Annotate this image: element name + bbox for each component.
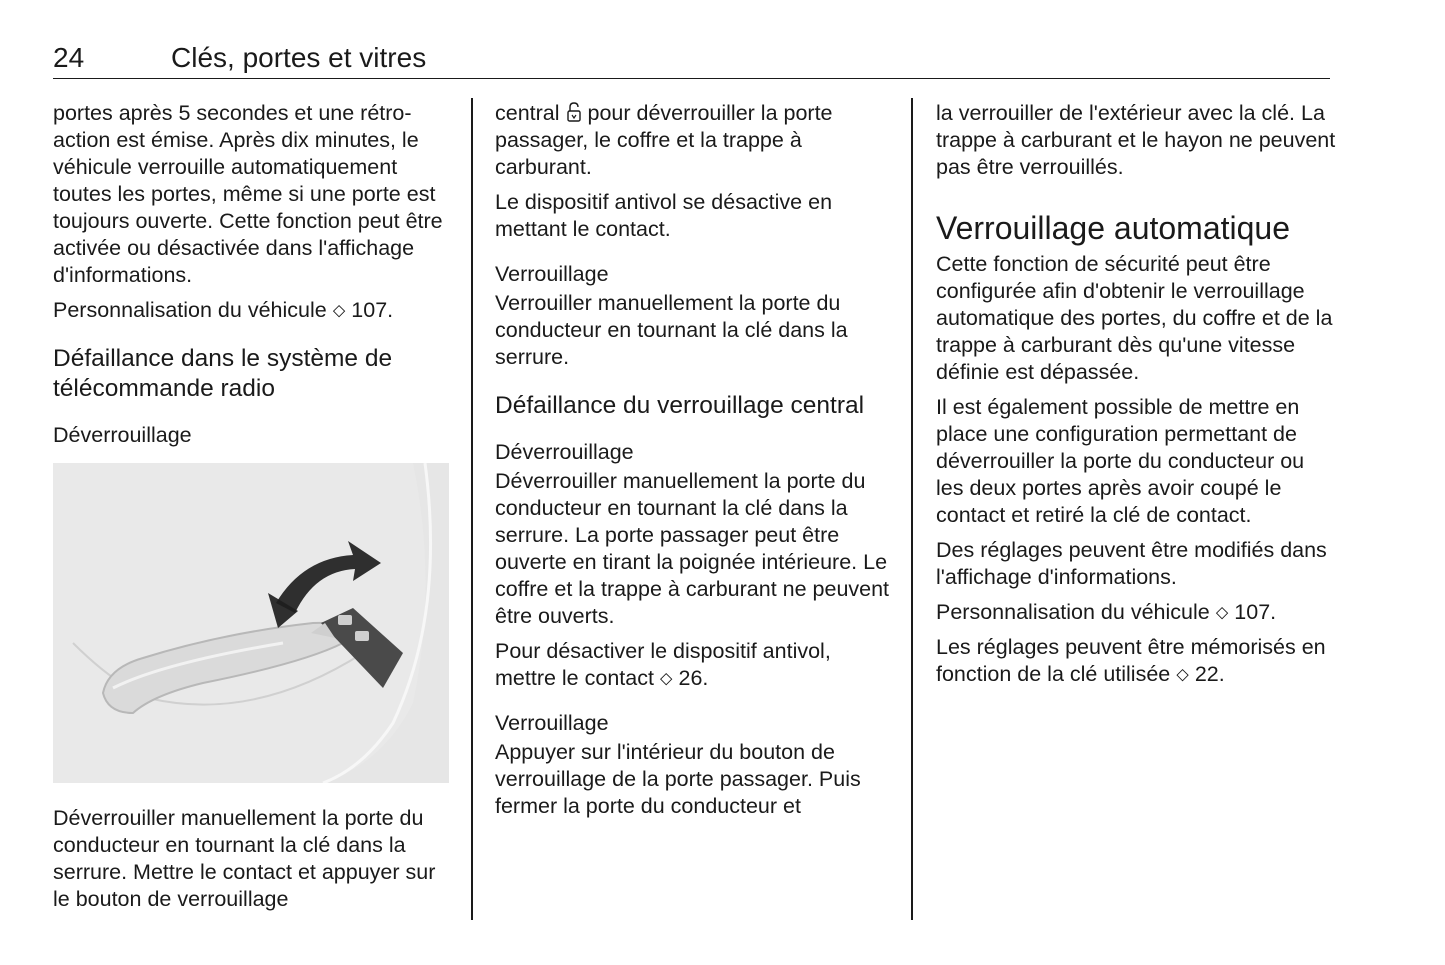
paragraph	[495, 638, 895, 692]
page-reference[interactable]: 107.	[1234, 600, 1277, 624]
unlock-icon	[566, 101, 582, 123]
paragraph-text: Les réglages peuvent être mémorisés en fonction de la clé utilisée	[936, 635, 1326, 686]
page-reference[interactable]: 107.	[351, 298, 394, 322]
page-header	[53, 40, 1330, 79]
reference-arrow-icon: ⬦	[332, 300, 346, 320]
reference-arrow-icon: ⬦	[659, 668, 673, 688]
reference-arrow-icon: ⬦	[1176, 664, 1189, 684]
page-number: 24	[53, 42, 85, 73]
page-reference[interactable]: 26.	[678, 666, 709, 690]
page-reference[interactable]: 22.	[1194, 662, 1225, 686]
subsection-heading: Verrouillage	[495, 262, 609, 286]
section-heading: Défaillance du verrouillage central	[495, 392, 865, 419]
column-divider	[911, 98, 913, 920]
column-3	[936, 100, 1336, 696]
paragraph: portes après 5 secondes et une rétroaction est émise. Après dix minutes, le véhicule verrouille automatiquement toutes les portes, même si une porte est toujours ouverte. Cette fonction peut être activée ou désactivée dans l'affichage d'informations.	[53, 101, 443, 287]
paragraph	[495, 100, 895, 181]
paragraph-text: pour déverrouiller la porte passager, le coffre et la trappe à carburant.	[495, 101, 833, 179]
paragraph: Le dispositif antivol se désactive en mettant le contact.	[495, 190, 833, 241]
reference-arrow-icon: ⬦	[1215, 602, 1229, 622]
paragraph: Cette fonction de sécurité peut être configurée afin d'obtenir le verrouillage automatique des portes, du coffre et de la trappe à carburant dès qu'une vitesse définie est dépassée.	[936, 252, 1333, 384]
paragraph-text: central	[495, 101, 560, 125]
paragraph: Déverrouiller manuellement la porte du conducteur en tournant la clé dans la serrure. Mettre le contact et appuyer sur le bouton de verrouillage	[53, 806, 436, 911]
column-divider	[471, 98, 473, 920]
subsection-heading: Déverrouillage	[495, 440, 634, 464]
subsection-heading: Verrouillage	[495, 711, 609, 735]
paragraph-text: Pour désactiver le dispositif antivol, mettre le contact	[495, 639, 831, 690]
subsection-heading: Déverrouillage	[53, 423, 192, 447]
paragraph	[936, 599, 1336, 626]
page-title: Clés, portes et vitres	[171, 42, 427, 73]
paragraph: Verrouiller manuellement la porte du conducteur en tournant la clé dans la serrure.	[495, 291, 848, 369]
column-1	[53, 100, 453, 921]
section-heading: Défaillance dans le système de télécommande radio	[53, 345, 393, 402]
paragraph-text: Personnalisation du véhicule	[53, 298, 327, 322]
paragraph-text: Personnalisation du véhicule	[936, 600, 1210, 624]
paragraph: Des réglages peuvent être modifiés dans l'affichage d'informations.	[936, 538, 1327, 589]
paragraph	[53, 297, 453, 324]
column-2	[495, 100, 895, 828]
section-title: Verrouillage automatique	[936, 210, 1291, 246]
paragraph: Il est également possible de mettre en place une configuration permettant de déverrouiller la porte du conducteur ou les deux portes après avoir coupé le contact et retiré la clé de contact.	[936, 395, 1305, 527]
paragraph: la verrouiller de l'extérieur avec la clé. La trappe à carburant et le hayon ne peuvent pas être verrouillés.	[936, 101, 1336, 179]
paragraph: Déverrouiller manuellement la porte du conducteur en tournant la clé dans la serrure. La porte passager peut être ouverte en tirant la poignée intérieure. Le coffre et la trappe à carburant ne peuvent être ouverts.	[495, 469, 890, 628]
paragraph	[936, 634, 1336, 688]
door-handle-key-illustration	[53, 463, 449, 783]
paragraph: Appuyer sur l'intérieur du bouton de verrouillage de la porte passager. Puis fermer la porte du conducteur et	[495, 740, 861, 818]
